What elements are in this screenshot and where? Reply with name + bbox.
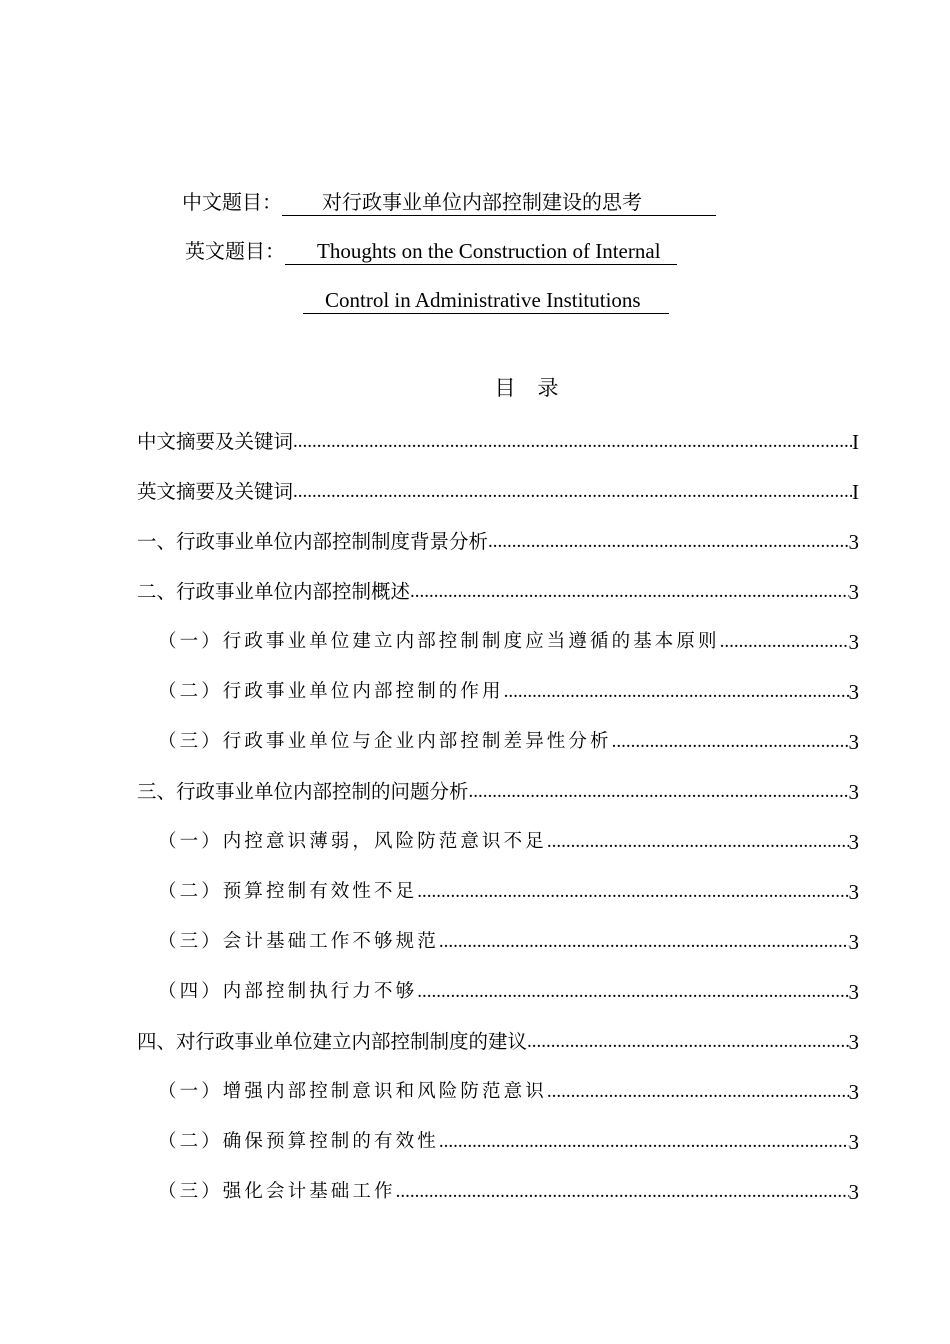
toc-entry[interactable] bbox=[158, 675, 859, 705]
toc-entry[interactable] bbox=[158, 975, 859, 1005]
toc-entry[interactable] bbox=[158, 725, 859, 755]
toc-entry-title: （二）确保预算控制的有效性 bbox=[158, 1131, 439, 1152]
toc-entry-title: （一）行政事业单位建立内部控制制度应当遵循的基本原则 bbox=[158, 631, 720, 652]
toc-entry[interactable] bbox=[137, 475, 859, 505]
toc-dot-leader bbox=[612, 731, 849, 753]
toc-dot-leader bbox=[293, 481, 852, 503]
toc-entry[interactable] bbox=[158, 1075, 859, 1105]
toc-dot-leader bbox=[439, 931, 849, 953]
toc-entry-title: （二）预算控制有效性不足 bbox=[158, 881, 418, 902]
toc-entry-title: （三）强化会计基础工作 bbox=[158, 1181, 396, 1202]
chinese-title: 对行政事业单位内部控制建设的思考 bbox=[282, 190, 716, 216]
english-title-line-1: Thoughts on the Construction of Internal bbox=[285, 239, 677, 265]
toc-dot-leader bbox=[547, 831, 849, 853]
toc-entry-title: 英文摘要及关键词 bbox=[137, 480, 294, 503]
toc-dot-leader bbox=[547, 1081, 849, 1103]
toc-dot-leader bbox=[417, 881, 848, 903]
toc-entry-title: （三）会计基础工作不够规范 bbox=[158, 931, 439, 952]
toc-entry-page: I bbox=[852, 430, 859, 454]
toc-entry[interactable] bbox=[158, 925, 859, 955]
toc-entry[interactable] bbox=[137, 1025, 859, 1055]
toc-entry-page: 3 bbox=[848, 630, 859, 654]
toc-entry[interactable] bbox=[158, 825, 859, 855]
toc-entry-title: （一）内控意识薄弱，风险防范意识不足 bbox=[158, 831, 547, 852]
toc-entry-page: 3 bbox=[848, 780, 859, 804]
english-title-line bbox=[185, 237, 677, 265]
english-title-line-2: Control in Administrative Institutions bbox=[303, 288, 669, 314]
toc-entry[interactable] bbox=[137, 575, 859, 605]
toc-entry-title: 三、行政事业单位内部控制的问题分析 bbox=[137, 780, 469, 803]
toc-entry[interactable] bbox=[137, 425, 859, 455]
toc-entry-title: （三）行政事业单位与企业内部控制差异性分析 bbox=[158, 731, 612, 752]
toc-entry-title: 二、行政事业单位内部控制概述 bbox=[137, 580, 411, 603]
toc-entry-title: 四、对行政事业单位建立内部控制制度的建议 bbox=[137, 1030, 528, 1053]
toc-dot-leader bbox=[396, 1181, 849, 1203]
toc-entry[interactable] bbox=[137, 525, 859, 555]
toc-dot-leader bbox=[410, 581, 848, 603]
toc-entry-page: 3 bbox=[848, 830, 859, 854]
toc-entry-title: （一）增强内部控制意识和风险防范意识 bbox=[158, 1081, 547, 1102]
toc-entry-page: 3 bbox=[848, 580, 859, 604]
toc-entry-page: 3 bbox=[848, 680, 859, 704]
toc-entry-page: 3 bbox=[848, 730, 859, 754]
toc-entry[interactable] bbox=[158, 1175, 859, 1205]
toc-entry-page: 3 bbox=[848, 1030, 859, 1054]
toc-dot-leader bbox=[488, 531, 848, 553]
chinese-title-line bbox=[182, 188, 716, 216]
toc-dot-leader bbox=[504, 681, 849, 703]
toc-entry[interactable] bbox=[158, 875, 859, 905]
toc-dot-leader bbox=[417, 981, 848, 1003]
toc-entry[interactable] bbox=[137, 775, 859, 805]
toc-dot-leader bbox=[439, 1131, 849, 1153]
toc-entry[interactable] bbox=[158, 625, 859, 655]
toc-entry-page: 3 bbox=[848, 1130, 859, 1154]
chinese-title-label: 中文题目： bbox=[182, 190, 282, 214]
toc-entry-page: 3 bbox=[848, 980, 859, 1004]
toc-entry-title: （四）内部控制执行力不够 bbox=[158, 981, 418, 1002]
toc-dot-leader bbox=[469, 781, 849, 803]
toc-entry[interactable] bbox=[158, 1125, 859, 1155]
toc-entry-page: 3 bbox=[848, 1180, 859, 1204]
toc-entry-page: I bbox=[852, 480, 859, 504]
toc-dot-leader bbox=[720, 631, 849, 653]
english-title-label: 英文题目： bbox=[185, 239, 285, 263]
toc-entry-page: 3 bbox=[848, 930, 859, 954]
toc-entry-title: 中文摘要及关键词 bbox=[137, 430, 294, 453]
toc-entry-page: 3 bbox=[848, 880, 859, 904]
english-title-continuation bbox=[303, 286, 669, 314]
toc-entry-title: （二）行政事业单位内部控制的作用 bbox=[158, 681, 504, 702]
toc-entry-page: 3 bbox=[848, 530, 859, 554]
toc-dot-leader bbox=[527, 1031, 848, 1053]
toc-entry-title: 一、行政事业单位内部控制制度背景分析 bbox=[137, 530, 489, 553]
toc-dot-leader bbox=[293, 431, 852, 453]
toc-entry-page: 3 bbox=[848, 1080, 859, 1104]
toc-heading: 目录 bbox=[494, 376, 581, 400]
